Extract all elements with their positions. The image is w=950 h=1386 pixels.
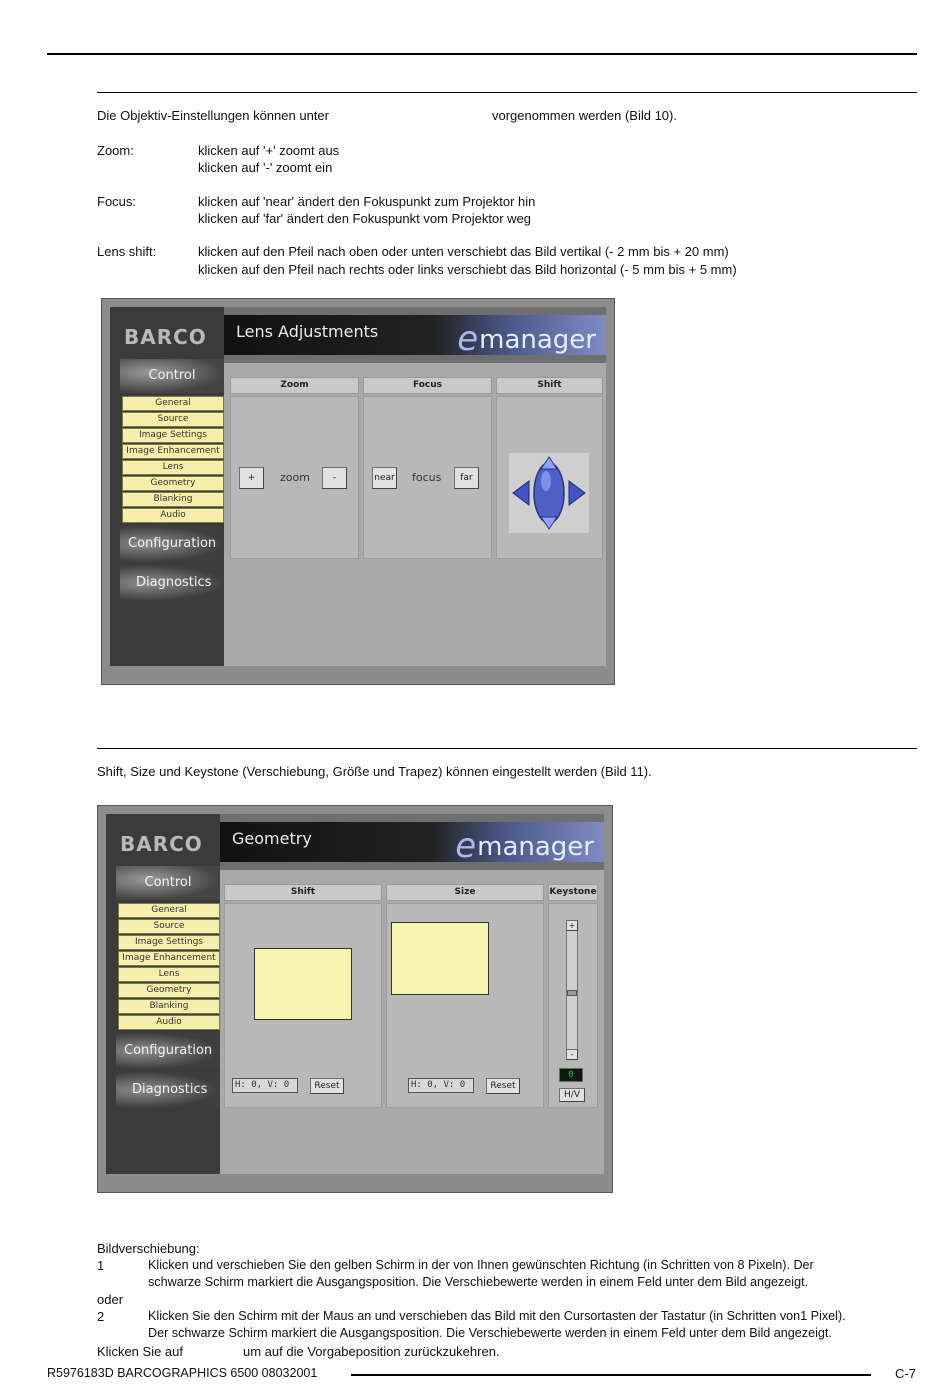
keystone-value-display: 0 (559, 1068, 583, 1082)
shift-left-arrow-icon[interactable] (513, 481, 529, 505)
barco-logo: BARCO (120, 832, 203, 856)
emanager-logo (457, 317, 596, 357)
nav-configuration[interactable]: Configuration (120, 526, 224, 562)
size-yellow-screen[interactable] (391, 922, 489, 995)
def-focus-line-1: klicken auf 'near' ändert den Fokuspunkt zum Projektor hin (198, 194, 536, 209)
bv-last-left: Klicken Sie auf (97, 1344, 183, 1359)
bv-step2-num: 2 (97, 1309, 105, 1324)
sidebar (106, 814, 220, 1174)
nav-item-general[interactable]: General (118, 903, 220, 918)
emanager-e: e (455, 826, 477, 866)
nav-item-image-enhancement[interactable]: Image Enhancement (122, 444, 224, 459)
section-rule-1 (97, 92, 917, 93)
nav-diagnostics[interactable]: Diagnostics (120, 565, 224, 601)
nav-diagnostics[interactable]: Diagnostics (116, 1072, 220, 1108)
column-keystone: Keystone (548, 884, 598, 901)
shift-value-field: H: 0, V: 0 (232, 1078, 298, 1093)
size-reset-button[interactable]: Reset (486, 1078, 520, 1094)
sidebar (110, 307, 224, 666)
bv-step2-line-2: Der schwarze Schirm markiert die Ausgangsposition. Die Verschiebewerte werden in einem Feld unter dem Bild angezeigt. (148, 1326, 832, 1340)
nav-item-general[interactable]: General (122, 396, 224, 411)
focus-far-button[interactable]: far (454, 467, 479, 489)
figure-lens-adjustments (101, 298, 615, 685)
section-rule-2 (97, 748, 917, 749)
keystone-slider-thumb[interactable] (567, 990, 577, 996)
nav-item-image-enhancement[interactable]: Image Enhancement (118, 951, 220, 966)
intro-right: vorgenommen werden (Bild 10). (492, 108, 677, 123)
intro-left: Die Objektiv-Einstellungen können unter (97, 108, 329, 123)
shift-reset-button[interactable]: Reset (310, 1078, 344, 1094)
bv-step1-line-1: Klicken und verschieben Sie den gelben Schirm in der von Ihnen gewünschten Richtung (in Schritten von 8 Pixeln). Der (148, 1258, 814, 1272)
title-bar (220, 822, 604, 866)
nav-item-blanking[interactable]: Blanking (118, 999, 220, 1014)
title-bar (224, 315, 606, 359)
footer-rule (351, 1374, 871, 1376)
shift-yellow-screen[interactable] (254, 948, 352, 1020)
emanager-logo (455, 824, 594, 864)
zoom-plus-button[interactable]: + (239, 467, 264, 489)
emanager-e: e (457, 319, 479, 359)
zoom-minus-button[interactable]: - (322, 467, 347, 489)
nav-item-image-settings[interactable]: Image Settings (118, 935, 220, 950)
bv-step1-num: 1 (97, 1258, 105, 1273)
def-zoom-line-1: klicken auf '+' zoomt aus (198, 143, 340, 158)
nav-item-lens[interactable]: Lens (118, 967, 220, 982)
shift-arrows-graphic (509, 453, 589, 533)
content-area (220, 870, 604, 1174)
nav-control[interactable]: Control (120, 359, 224, 393)
nav-item-geometry[interactable]: Geometry (122, 476, 224, 491)
column-size: Size (386, 884, 544, 901)
def-lensshift-line-2: klicken auf den Pfeil nach rechts oder links verschiebt das Bild horizontal (- 5 mm bis + 5 mm) (198, 262, 737, 277)
column-shift: Shift (224, 884, 382, 901)
def-lensshift-term: Lens shift: (97, 244, 157, 259)
def-focus-term: Focus: (97, 194, 137, 209)
nav-item-geometry[interactable]: Geometry (118, 983, 220, 998)
nav-configuration[interactable]: Configuration (116, 1033, 220, 1069)
footer-doc-id: R5976183D BARCOGRAPHICS 6500 08032001 (47, 1366, 318, 1380)
def-lensshift-line-1: klicken auf den Pfeil nach oben oder unten verschiebt das Bild vertikal (- 2 mm bis + 20 mm) (198, 244, 729, 259)
bv-step1-line-2: schwarze Schirm markiert die Ausgangsposition. Die Verschiebewerte werden in einem Feld unter dem Bild angezeigt. (148, 1275, 809, 1289)
section2-text: Shift, Size und Keystone (Verschiebung, Größe und Trapez) können eingestellt werden (Bild 11). (97, 764, 652, 779)
nav-item-image-settings[interactable]: Image Settings (122, 428, 224, 443)
nav-item-source[interactable]: Source (118, 919, 220, 934)
bv-heading: Bildverschiebung: (97, 1241, 200, 1256)
focus-near-button[interactable]: near (372, 467, 397, 489)
nav-item-lens[interactable]: Lens (122, 460, 224, 475)
bv-step2-line-1: Klicken Sie den Schirm mit der Maus an und verschieben das Bild mit den Cursortasten der Tastatur (in Schritten von1 Pixel). (148, 1309, 846, 1323)
barco-logo: BARCO (124, 325, 207, 349)
shift-arrow-pad (509, 453, 589, 533)
nav-item-audio[interactable]: Audio (118, 1015, 220, 1030)
def-zoom-term: Zoom: (97, 143, 134, 158)
footer-page-number: C-7 (895, 1366, 916, 1381)
shift-right-arrow-icon[interactable] (569, 481, 585, 505)
column-shift: Shift (496, 377, 603, 394)
nav-item-blanking[interactable]: Blanking (122, 492, 224, 507)
keystone-plus-button[interactable]: + (566, 920, 578, 931)
bv-last-right: um auf die Vorgabeposition zurückzukehren. (243, 1344, 500, 1359)
shift-up-arrow-icon[interactable] (541, 457, 557, 469)
shift-down-arrow-icon[interactable] (541, 517, 557, 529)
content-area (224, 363, 606, 666)
emanager-text: manager (479, 325, 596, 355)
header-rule (47, 53, 917, 55)
nav-item-source[interactable]: Source (122, 412, 224, 427)
keystone-minus-button[interactable]: - (566, 1049, 578, 1060)
bv-oder: oder (97, 1292, 124, 1307)
page-title: Geometry (232, 829, 312, 848)
nav-item-audio[interactable]: Audio (122, 508, 224, 523)
nav-control[interactable]: Control (116, 866, 220, 900)
emanager-text: manager (477, 832, 594, 862)
def-zoom-line-2: klicken auf '-' zoomt ein (198, 160, 333, 175)
def-focus-line-2: klicken auf 'far' ändert den Fokuspunkt vom Projektor weg (198, 211, 532, 226)
column-zoom: Zoom (230, 377, 359, 394)
page-title: Lens Adjustments (236, 322, 379, 341)
size-value-field: H: 0, V: 0 (408, 1078, 474, 1093)
focus-label: focus (412, 471, 442, 484)
zoom-label: zoom (280, 471, 310, 484)
keystone-hv-button[interactable]: H/V (559, 1088, 585, 1102)
column-focus: Focus (363, 377, 492, 394)
figure-geometry (97, 805, 613, 1193)
